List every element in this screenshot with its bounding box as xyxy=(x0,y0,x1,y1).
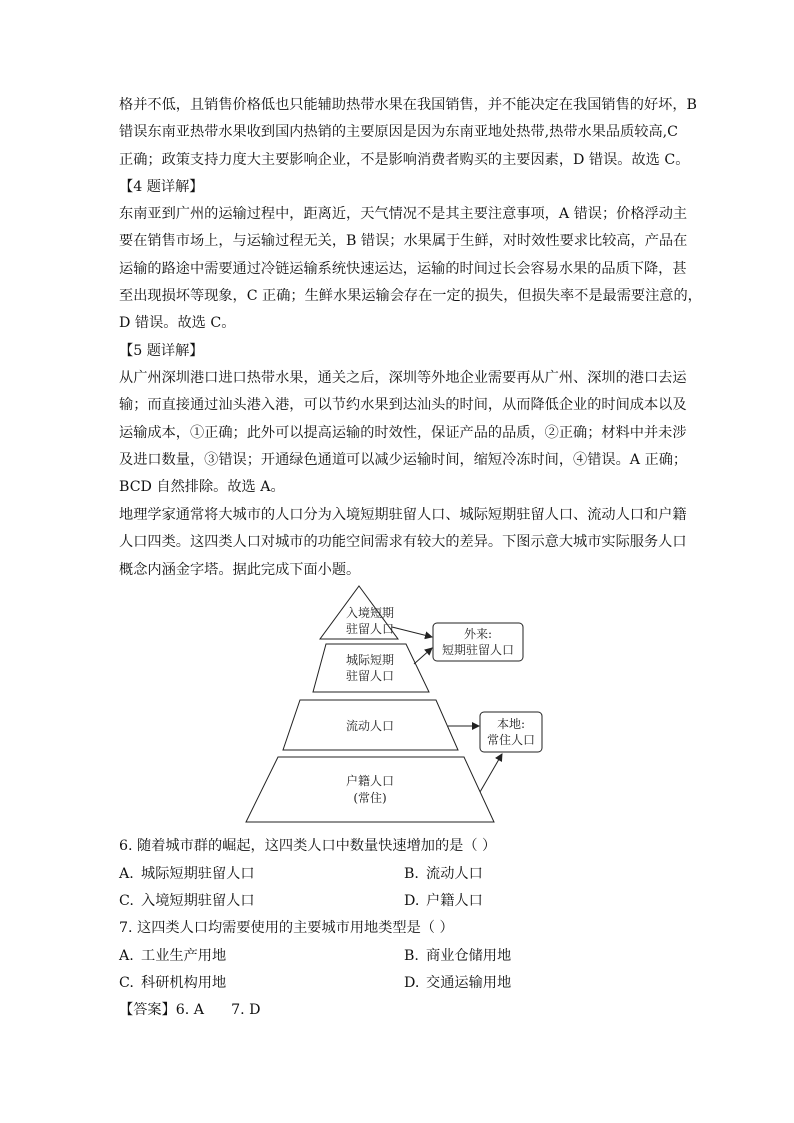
q6-option-d[interactable] xyxy=(404,888,483,915)
answer-line xyxy=(119,997,261,1024)
option-key: D. xyxy=(404,893,420,909)
option-key: A. xyxy=(119,948,134,964)
option-key: C. xyxy=(119,975,134,991)
text-line: 输；而直接通过汕头港入港，可以节约水果到达汕头的时间，从而降低企业的时间成本以及 xyxy=(119,397,687,414)
text-line: 至出现损坏等现象，C 正确；生鲜水果运输会存在一定的损失，但损失率不是最需要注意的， xyxy=(119,287,702,304)
q7-option-c[interactable] xyxy=(119,970,226,997)
layer1-label-line1: 入境短期 xyxy=(345,606,395,620)
paragraph-q4 xyxy=(119,201,702,337)
population-pyramid-diagram xyxy=(240,584,536,824)
option-text: 交通运输用地 xyxy=(426,975,512,991)
q7-option-a[interactable] xyxy=(119,943,226,970)
paragraph-top xyxy=(119,92,697,174)
box-local-line1: 本地: xyxy=(496,717,526,731)
box-local-line2: 常住人口 xyxy=(486,733,536,747)
text-line: 从广州深圳港口进口热带水果，通关之后，深圳等外地企业需要再从广州、深圳的港口去运 xyxy=(119,370,687,386)
layer4-label-line2: (常住) xyxy=(353,791,387,805)
option-text: 科研机构用地 xyxy=(141,975,227,991)
text-line: 地理学家通常将大城市的人口分为入境短期驻留人口、城际短期驻留人口、流动人口和户籍 xyxy=(119,507,687,523)
arrow-layer4-to-local xyxy=(480,754,502,792)
text-line: 正确；政策支持力度大主要影响企业，不是影响消费者购买的主要因素，D 错误。故选 C。 xyxy=(119,151,690,168)
arrow-layer1-to-outer xyxy=(392,627,432,637)
option-key: B. xyxy=(404,948,419,964)
option-text: 城际短期驻留人口 xyxy=(141,866,255,882)
layer1-label-line2: 驻留人口 xyxy=(345,622,395,636)
option-key: C. xyxy=(119,893,134,909)
text-line: 人口四类。这四类人口对城市的功能空间需求有较大的差异。下图示意大城市实际服务人口 xyxy=(119,534,687,551)
layer4-label-line1: 户籍人口 xyxy=(345,774,395,788)
q6-option-a[interactable] xyxy=(119,861,255,888)
text-line: 概念内涵金字塔。据此完成下面小题。 xyxy=(119,561,361,578)
heading-q5-explanation: 【5 题详解】 xyxy=(119,343,204,359)
q6-option-b[interactable] xyxy=(404,861,483,888)
option-key: A. xyxy=(119,866,134,882)
text-line: 格并不低，且销售价格低也只能辅助热带水果在我国销售，并不能决定在我国销售的好坏，B xyxy=(119,97,697,113)
text-line: 运输的路途中需要通过冷链运输系统快速运达，运输的时间过长会容易水果的品质下降，甚 xyxy=(119,260,687,277)
option-text: 入境短期驻留人口 xyxy=(141,893,255,909)
text-line: 东南亚到广州的运输过程中，距离近，天气情况不是其主要注意事项，A 错误；价格浮动主 xyxy=(119,206,688,222)
text-line: 运输成本，①正确；此外可以提高运输的时效性，保证产品的品质，②正确；材料中并未涉 xyxy=(119,424,687,441)
answer-items: 6. A 7. D xyxy=(175,1002,261,1018)
layer2-label-line2: 驻留人口 xyxy=(345,669,395,683)
layer2-label-line1: 城际短期 xyxy=(345,653,395,667)
q7-option-d[interactable] xyxy=(404,970,511,997)
option-text: 户籍人口 xyxy=(426,893,483,909)
option-text: 流动人口 xyxy=(426,866,483,882)
option-text: 商业仓储用地 xyxy=(426,948,512,964)
text-line: D 错误。故选 C。 xyxy=(119,315,236,332)
option-key: B. xyxy=(404,866,419,882)
box-outer-line1: 外来: xyxy=(463,627,493,641)
q6-option-c[interactable] xyxy=(119,888,255,915)
option-text: 工业生产用地 xyxy=(141,948,227,964)
answer-label: 【答案】 xyxy=(119,1002,176,1018)
heading-q4-explanation: 【4 题详解】 xyxy=(119,179,204,195)
pyramid-layer-2 xyxy=(313,644,429,692)
text-line: BCD 自然排除。故选 A。 xyxy=(119,479,285,496)
option-key: D. xyxy=(404,975,420,991)
box-outer-line2: 短期驻留人口 xyxy=(441,643,515,657)
text-line: 及进口数量，③错误；开通绿色通道可以减少运输时间，缩短冷冻时间，④错误。A 正确； xyxy=(119,451,688,468)
layer3-label: 流动人口 xyxy=(345,719,395,733)
paragraph-intro xyxy=(119,502,687,584)
text-line: 错误东南亚热带水果收到国内热销的主要原因是因为东南亚地处热带,热带水果品质较高,C xyxy=(119,124,679,141)
q7-option-b[interactable] xyxy=(404,943,511,970)
pyramid-layer-4 xyxy=(246,757,494,822)
arrow-layer2-to-outer xyxy=(414,648,432,664)
paragraph-q5 xyxy=(119,365,687,501)
question-6-stem: 6. 随着城市群的崛起，这四类人口中数量快速增加的是（ ） xyxy=(119,838,497,854)
question-7-stem: 7. 这四类人口均需要使用的主要城市用地类型是（ ） xyxy=(119,920,454,936)
text-line: 要在销售市场上，与运输过程无关，B 错误；水果属于生鲜，对时效性要求比较高，产品在 xyxy=(119,233,688,250)
